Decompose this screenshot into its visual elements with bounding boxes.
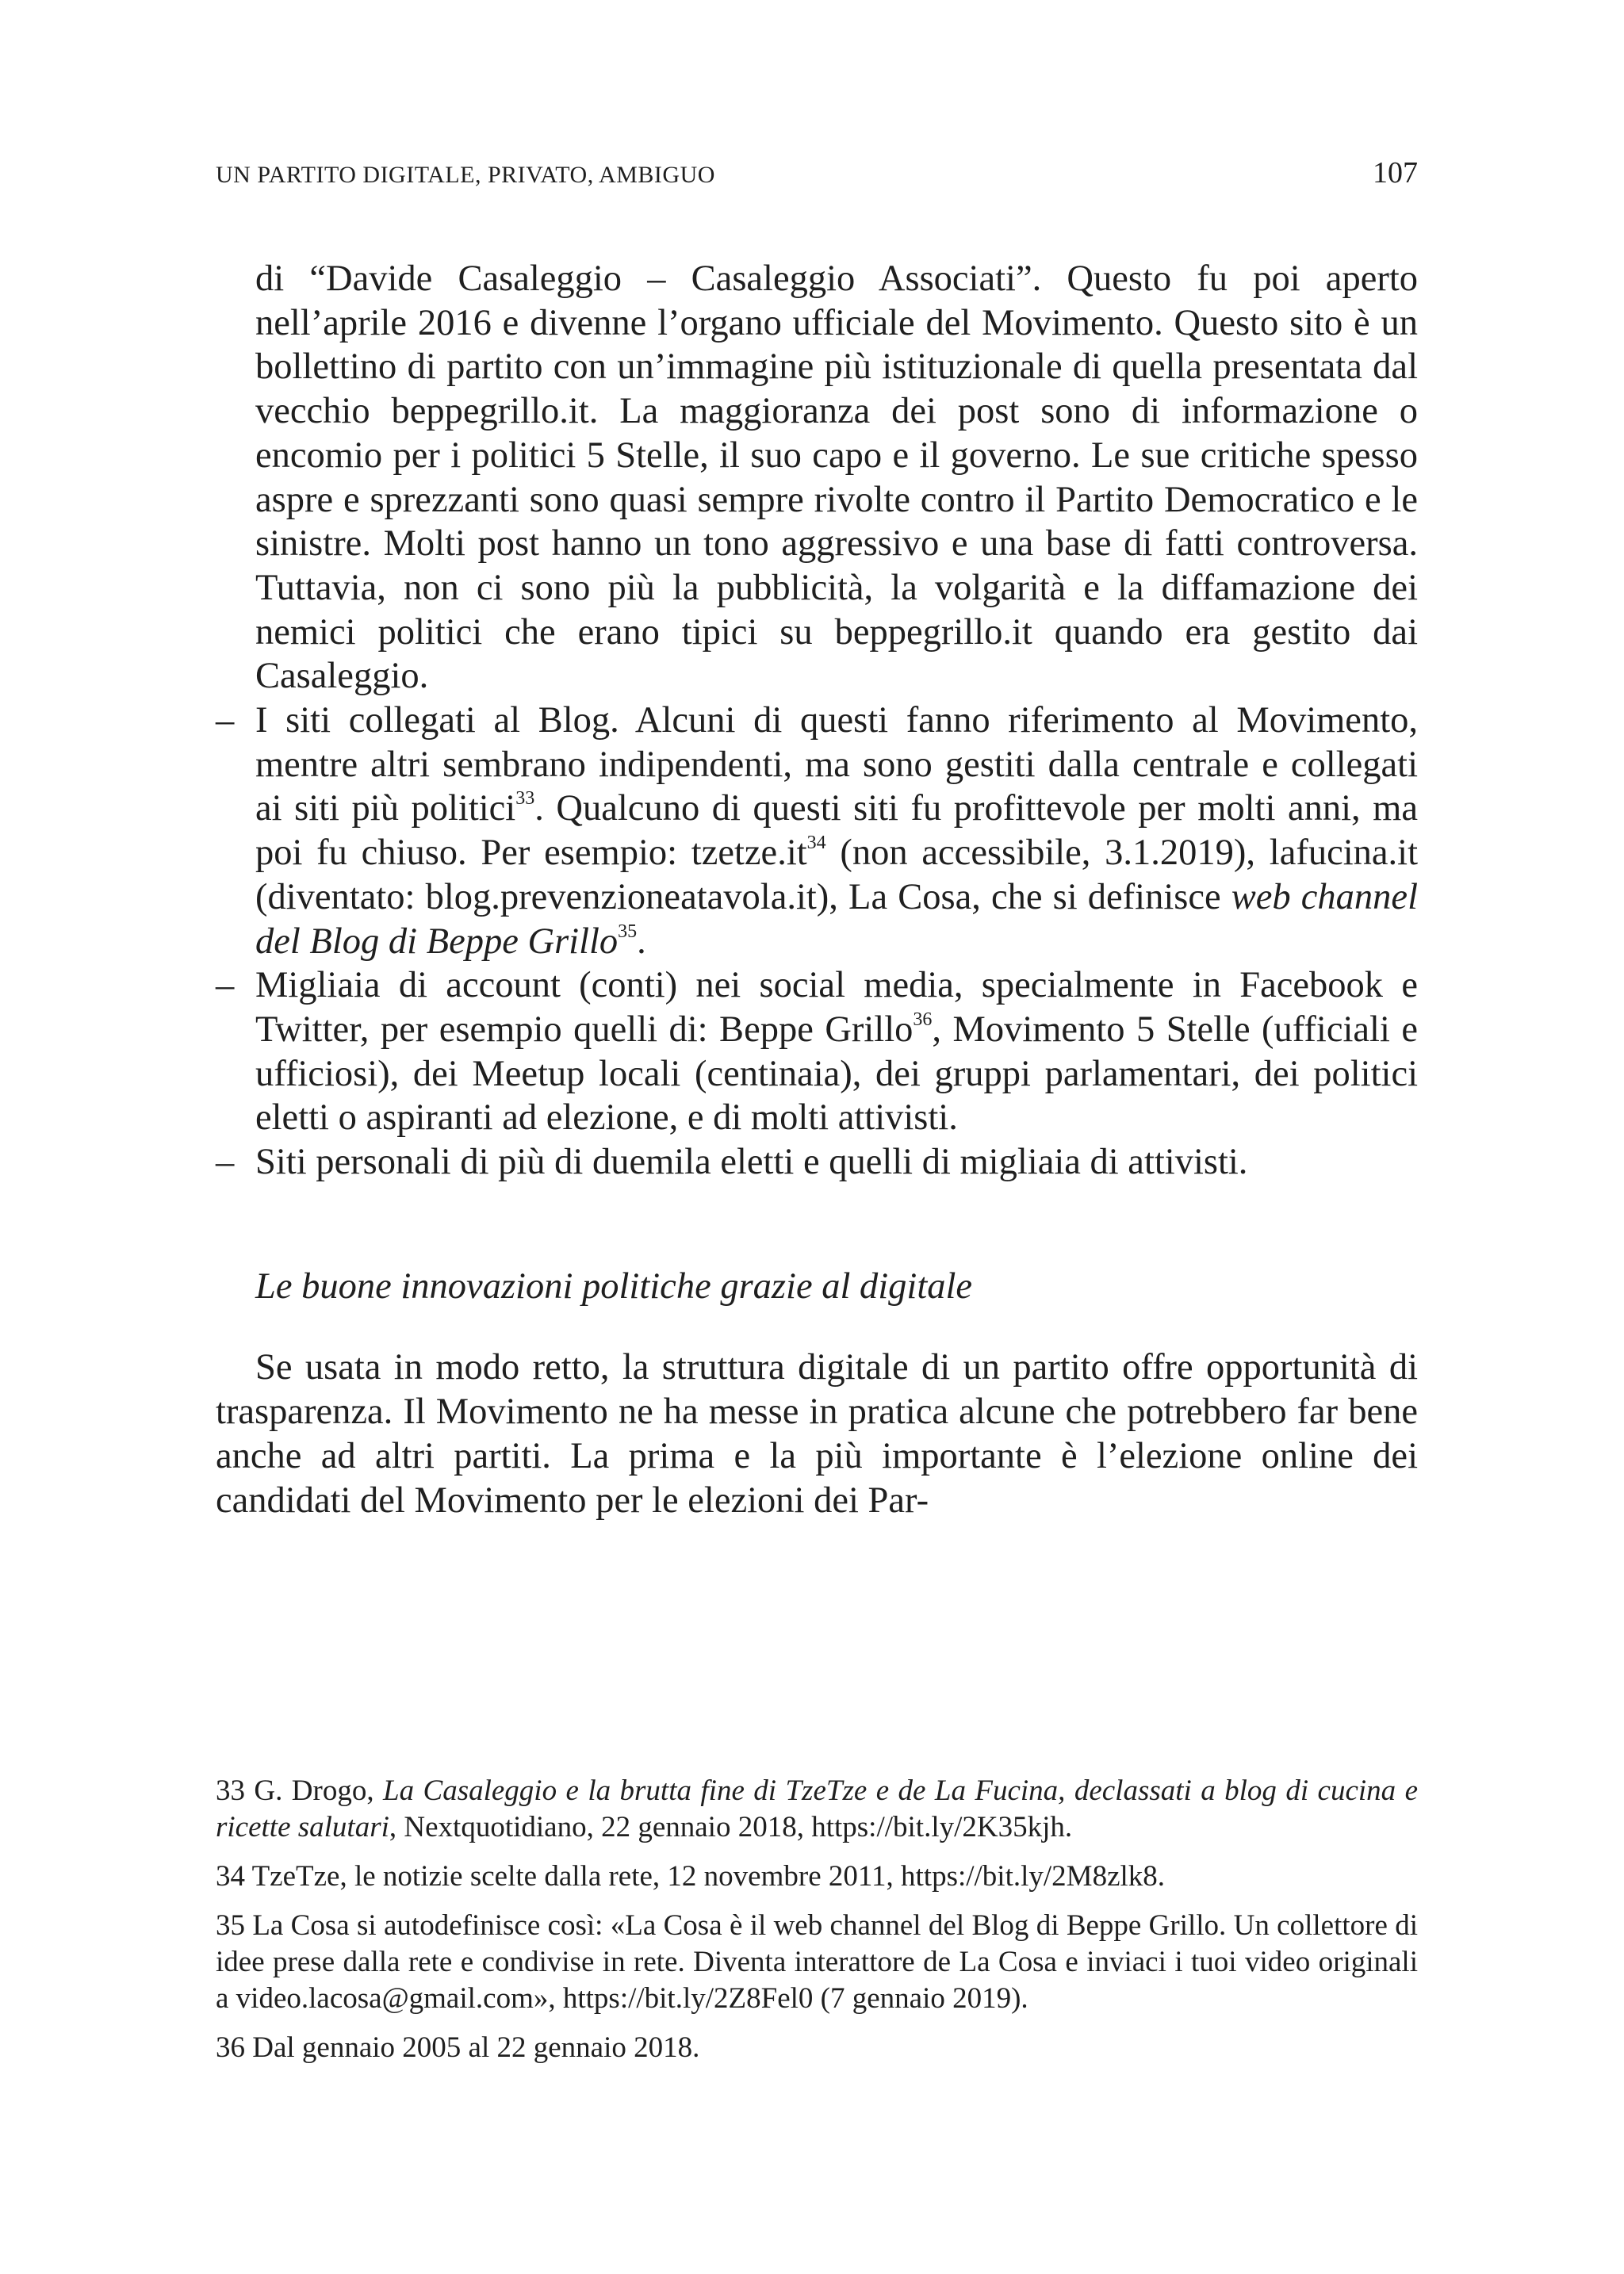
list-item-text: I siti collegati al Blog. Alcuni di questi fanno riferimento al Movimento, mentre altri sembrano indipendenti, ma sono gestiti dalla centrale e collegati ai siti più politici	[255, 700, 1418, 829]
paragraph: Se usata in modo retto, la struttura digitale di un partito offre opportunità di trasparenza. Il Movimento ne ha messe in pratica alcune che potrebbero far bene anche ad altri partiti. La prima e la più importante è l’elezione online dei candidati del Movimento per le elezioni dei Par-	[216, 1347, 1418, 1521]
footnote-text: Dal gennaio 2005 al 22 gennaio 2018.	[245, 2031, 700, 2064]
page-number: 107	[1373, 156, 1418, 190]
main-text	[216, 257, 1418, 1522]
dash-marker: –	[216, 1142, 235, 1183]
italic-phrase: web channel del Blog di Beppe Grillo	[255, 876, 1418, 962]
list-item	[216, 963, 1418, 1140]
running-title: UN PARTITO DIGITALE, PRIVATO, AMBIGUO	[216, 162, 715, 188]
footnote-34	[216, 1859, 1418, 1895]
footnote-title: La Casaleggio e la brutta fine di TzeTze e de La Fucina, declassati a blog di cucina e ricette salutari	[216, 1774, 1419, 1843]
list-item	[216, 699, 1418, 963]
list-item-text: . Qualcuno di questi siti fu profittevole per molti anni, ma poi fu chiuso. Per esempio: tzetze.it	[255, 788, 1418, 874]
footnotes	[216, 1773, 1418, 2079]
book-page	[216, 0, 1418, 2274]
footnote-33	[216, 1773, 1418, 1846]
list-item-text: , Movimento 5 Stelle (ufficiali e ufficiosi), dei Meetup locali (centinaia), dei gruppi parlamentari, dei politici eletti o aspiranti ad elezione, e di molti attivisti.	[255, 1009, 1418, 1139]
list-item-text: (non accessibile, 3.1.2019), lafucina.it (diventato: blog.prevenzioneatavola.it), La Cosa, che si definisce	[255, 833, 1418, 917]
footnote-ref[interactable]: 36	[913, 1009, 933, 1030]
section-heading: Le buone innovazioni politiche grazie al digitale	[255, 1265, 973, 1307]
paragraph-continuation: di “Davide Casaleggio – Casaleggio Associati”. Questo fu poi aperto nell’aprile 2016 e divenne l’organo ufficiale del Movimento. Questo sito è un bollettino di partito con un’immagine più istituzionale di quella presentata dal vecchio beppegrillo.it. La maggioranza dei post sono di informazione o encomio per i politici 5 Stelle, il suo capo e il governo. Le sue critiche spesso aspre e sprezzanti sono quasi sempre rivolte contro il Partito Democratico e le sinistre. Molti post hanno un tono aggressivo e una base di fatti controversa. Tuttavia, non ci sono più la pubblicità, la volgarità e la diffamazione dei nemici politici che erano tipici su beppegrillo.it quando era gestito dai Casaleggio.	[255, 258, 1418, 697]
footnote-text: G. Drogo,	[245, 1774, 384, 1807]
footnote-36	[216, 2030, 1418, 2066]
footnote-text: , Nextquotidiano, 22 gennaio 2018, https://bit.ly/2K35kjh.	[389, 1811, 1073, 1843]
list-item	[216, 1140, 1418, 1185]
list-item-text: Siti personali di più di duemila eletti e quelli di migliaia di attivisti.	[255, 1142, 1248, 1183]
footnote-35	[216, 1908, 1418, 2017]
list-item-text: .	[637, 921, 646, 962]
footnote-ref[interactable]: 35	[618, 921, 638, 942]
running-header	[216, 155, 1418, 190]
footnote-text: La Cosa si autodefinisce così: «La Cosa è il web channel del Blog di Beppe Grillo. Un collettore di idee prese dalla rete e condivise in rete. Diventa interattore de La Cosa e inviaci i tuoi video originali a video.lacosa@gmail.com», https://bit.ly/2Z8Fel0 (7 gennaio 2019).	[216, 1909, 1418, 2015]
footnote-ref[interactable]: 34	[806, 833, 826, 854]
footnote-number: 35	[216, 1909, 245, 1942]
footnote-number: 33	[216, 1774, 245, 1807]
dash-marker: –	[216, 700, 235, 741]
footnote-text: TzeTze, le notizie scelte dalla rete, 12 novembre 2011, https://bit.ly/2M8zlk8.	[245, 1860, 1166, 1893]
footnote-number: 36	[216, 2031, 245, 2064]
dash-marker: –	[216, 965, 235, 1006]
list-item-text: Migliaia di account (conti) nei social media, specialmente in Facebook e Twitter, per esempio quelli di: Beppe Grillo	[255, 965, 1418, 1050]
footnote-ref[interactable]: 33	[515, 788, 535, 810]
footnote-number: 34	[216, 1860, 245, 1893]
